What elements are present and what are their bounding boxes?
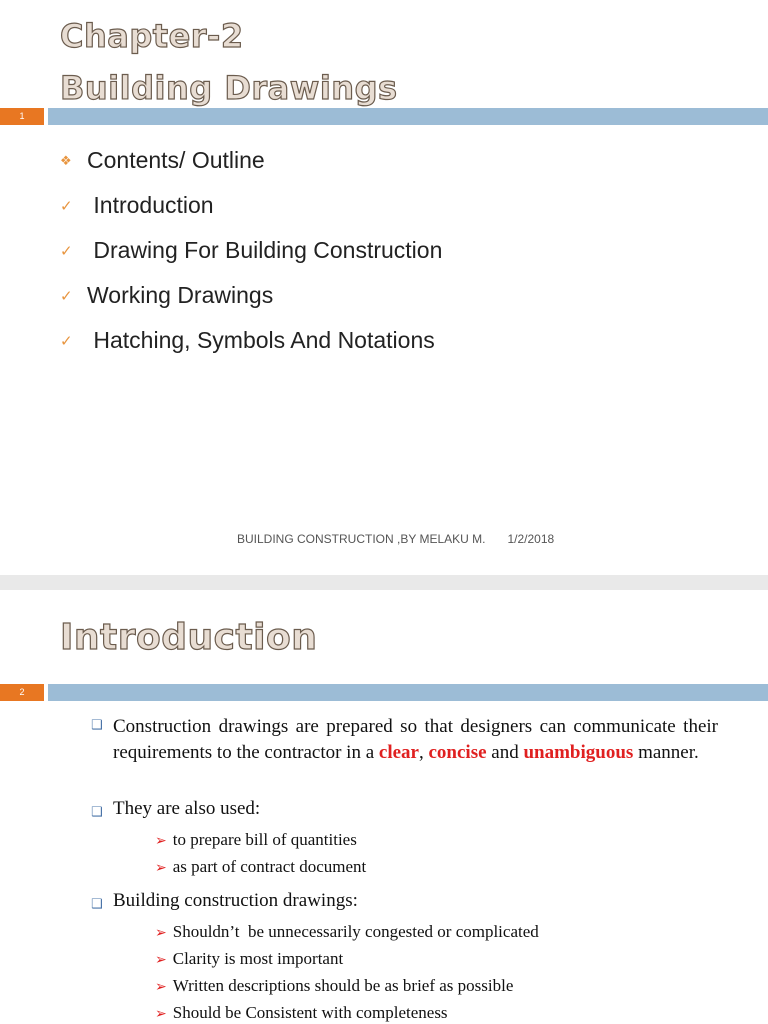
list-item-text: as part of contract document [172, 857, 367, 876]
outline-item-text: Working Drawings [87, 282, 274, 308]
list-item-text: Should be Consistent with completeness [172, 1003, 448, 1022]
requirements-list [91, 918, 718, 1024]
square-bullet-icon: ❑ [91, 805, 103, 820]
paragraph-text: , [418, 742, 429, 763]
list-item-text: Clarity is most important [172, 949, 344, 968]
paragraph-construction-drawings [91, 714, 718, 798]
outline-item [60, 318, 442, 363]
outline-list [60, 138, 442, 363]
paragraph-text: They are also used: [113, 798, 261, 819]
paragraph-also-used [91, 798, 718, 820]
outline-item [60, 273, 442, 318]
slide-number-badge: 2 [0, 684, 44, 701]
list-item [155, 945, 718, 972]
outline-item-text: Contents/ Outline [87, 147, 265, 173]
footer-text: BUILDING CONSTRUCTION ,BY MELAKU M. [237, 532, 486, 546]
slide-2-header-bar [0, 684, 768, 701]
list-item [155, 918, 718, 945]
arrow-bullet-icon: ➢ [155, 860, 167, 876]
arrow-bullet-icon: ➢ [155, 1006, 167, 1022]
list-item [155, 853, 718, 880]
slide-1-header-bar [0, 108, 768, 125]
footer-date: 1/2/2018 [507, 532, 555, 546]
highlight-clear: clear [378, 742, 419, 763]
slide-1-title-line-1: Chapter-2 [60, 17, 244, 55]
header-band [48, 108, 768, 125]
list-item [155, 972, 718, 999]
slide-separator [0, 575, 768, 590]
paragraph-text: manner. [633, 742, 699, 763]
checkmark-bullet-icon: ✓ [60, 332, 73, 350]
outline-item-text: Hatching, Symbols And Notations [87, 327, 435, 353]
arrow-bullet-icon: ➢ [155, 979, 167, 995]
paragraph-text: Building construction drawings: [113, 890, 358, 911]
outline-item-text: Drawing For Building Construction [87, 237, 443, 263]
diamond-bullet-icon: ❖ [60, 152, 72, 168]
outline-item [60, 228, 442, 273]
slide-2-title: Introduction [60, 617, 318, 658]
arrow-bullet-icon: ➢ [155, 925, 167, 941]
slide-2 [0, 590, 768, 1024]
arrow-bullet-icon: ➢ [155, 833, 167, 849]
highlight-unambiguous: unambiguous [523, 742, 634, 763]
list-item-text: Shouldn’t be unnecessarily congested or complicated [172, 922, 539, 941]
slide-1-title-line-2: Building Drawings [60, 69, 398, 107]
list-item-text: Written descriptions should be as brief as possible [172, 976, 514, 995]
slide-number-badge: 1 [0, 108, 44, 125]
paragraph-building-drawings [91, 890, 718, 912]
checkmark-bullet-icon: ✓ [60, 287, 73, 305]
highlight-concise: concise [428, 742, 487, 763]
checkmark-bullet-icon: ✓ [60, 242, 73, 260]
outline-item [60, 138, 442, 183]
arrow-bullet-icon: ➢ [155, 952, 167, 968]
paragraph-text: Construction drawings are prepared so that designers can communicate their requirements to the contractor in a [113, 716, 718, 763]
uses-list [91, 826, 718, 880]
outline-item [60, 183, 442, 228]
list-item [155, 826, 718, 853]
paragraph-text: and [486, 742, 524, 763]
header-band [48, 684, 768, 701]
square-bullet-icon: ❑ [91, 897, 103, 912]
slide-footer [237, 532, 554, 546]
list-item [155, 999, 718, 1024]
outline-item-text: Introduction [87, 192, 214, 218]
slide-2-body [91, 714, 718, 1024]
list-item-text: to prepare bill of quantities [172, 830, 357, 849]
square-bullet-icon: ❑ [91, 718, 103, 733]
checkmark-bullet-icon: ✓ [60, 197, 73, 215]
